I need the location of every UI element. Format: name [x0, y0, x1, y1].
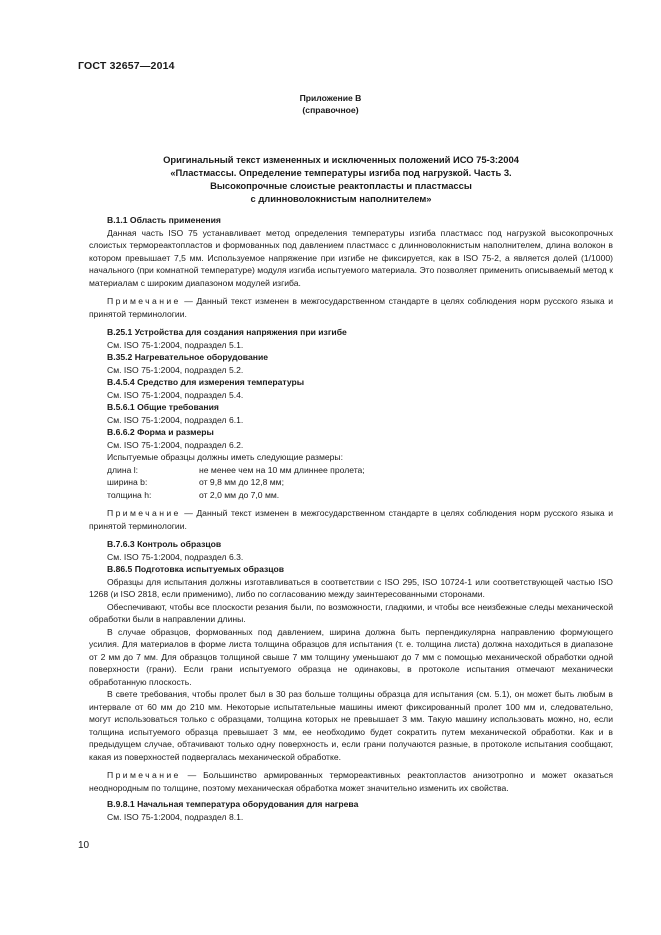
section-text-b865-p3: В случае образцов, формованных под давлением, ширина должна быть перпендикулярна направлению формующего усилия. Для материалов в форме листа толщина образцов для испытания (т. е. толщина листа) должна находиться в диапазоне от 2 мм до 7 мм. Для образцов толщиной свыше 7 мм толщину уменьшают до 7 мм с помощью механической обработки одной поверхности (грани). Если грани испытуемого образца не одинаковы, в протоколе испытания отмечают механически обработанную плоскость. — [89, 626, 613, 687]
dimension-label: толщина h: — [107, 489, 152, 500]
appendix-subtitle: (справочное) — [302, 105, 359, 115]
section-text-b865-p1: Образцы для испытания должны изготавливаться в соответствии с ISO 295, ISO 10724-1 или соответствующей частью ISO 1268 (и ISO 2818, если применимо), либо по согласованию между заинтересованными сторонами. — [89, 576, 613, 599]
dimension-row — [89, 476, 613, 489]
section-text-b865-p4: В свете требования, чтобы пролет был в 30 раз больше толщины образца для испытания (см. 5.1), он может быть любым в интервале от 60 мм до 210 мм. Некоторые испытательные машины имеют фиксированный пролет 100 мм и, следовательно, могут использоваться только с образцами, толщина которых не превышает 3 мм. Такую машину использовать можно, но, если толщина испытуемого образца превышает 3 мм, ее необходимо будет сократить путем механической обработки. Как и в предыдущем случае, обтачивают только одну поверхность и, если грани получаются разные, в протоколе испытания сообщают, какая из поверхностей подвергалась механической обработке. — [89, 689, 613, 762]
note-text: — Данный текст изменен в межгосударственном стандарте в целях соблюдения норм русского языка и принятой терминологии. — [89, 508, 613, 531]
doc-title — [110, 153, 572, 205]
section-text-b11: Данная часть ISO 75 устанавливает метод определения температуры изгиба пластмасс под нагрузкой высокопрочных слоистых термореактопластов и формованных под давлением пластмасс с длинноволокнистым наполнителем, длина волокон в котором превышает 7,5 мм. Используемое напряжение при изгибе не фиксируется, как в ISO 75-2, а является долей (1/1000) начального (при комнатной температуре) модуля изгиба испытуемого материала. Это позволяет применить описываемый метод к материалам с широким диапазоном модулей изгиба. — [89, 227, 613, 288]
doc-title-line: Высокопрочные слоистые реактопласты и пластмассы — [210, 180, 472, 191]
note-label: Примечание — [107, 508, 181, 518]
note-label: Примечание — [107, 770, 181, 780]
section-heading-b352: В.35.2 Нагревательное оборудование — [107, 352, 269, 362]
document-body — [89, 214, 613, 823]
dimension-label: длина l: — [107, 464, 139, 475]
section-heading-b251: В.25.1 Устройства для создания напряжения при изгибе — [107, 327, 347, 337]
section-heading-b11: В.1.1 Область применения — [107, 215, 221, 225]
doc-title-line: «Пластмассы. Определение температуры изгиба под нагрузкой. Часть 3. — [170, 167, 512, 178]
section-heading-b981: В.9.8.1 Начальная температура оборудования для нагрева — [107, 799, 359, 809]
section-heading-b662: В.6.6.2 Форма и размеры — [107, 427, 214, 437]
note-text: — Данный текст изменен в межгосударственном стандарте в целях соблюдения норм русского языка и принятой терминологии. — [89, 296, 613, 319]
section-heading-b865: В.86.5 Подготовка испытуемых образцов — [107, 564, 285, 574]
section-heading-b763: В.7.6.3 Контроль образцов — [107, 539, 222, 549]
section-ref-b981: См. ISO 75-1:2004, подраздел 8.1. — [107, 811, 244, 822]
section-ref-b454: См. ISO 75-1:2004, подраздел 5.4. — [107, 389, 244, 400]
doc-title-line: Оригинальный текст измененных и исключенных положений ИСО 75-3:2004 — [163, 154, 519, 165]
section-ref-b251: См. ISO 75-1:2004, подраздел 5.1. — [107, 339, 244, 350]
dimension-value: от 2,0 мм до 7,0 мм. — [199, 489, 280, 500]
doc-title-line: с длинноволокнистым наполнителем» — [250, 193, 432, 204]
document-header: ГОСТ 32657—2014 — [78, 60, 175, 72]
dimension-label: ширина b: — [107, 477, 148, 487]
dimension-row — [89, 464, 613, 477]
section-ref-b352: См. ISO 75-1:2004, подраздел 5.2. — [107, 364, 244, 375]
section-ref-b561: См. ISO 75-1:2004, подраздел 6.1. — [107, 414, 244, 425]
section-ref-b763: См. ISO 75-1:2004, подраздел 6.3. — [107, 551, 244, 562]
note-label: Примечание — [107, 296, 181, 306]
dimension-value: от 9,8 мм до 12,8 мм; — [199, 477, 284, 487]
section-ref-b662: См. ISO 75-1:2004, подраздел 6.2. — [107, 439, 244, 450]
section-heading-b454: В.4.5.4 Средство для измерения температуры — [107, 377, 305, 387]
page-number: 10 — [78, 840, 90, 851]
dimension-row — [89, 489, 613, 502]
section-text-b865-p2: Обеспечивают, чтобы все плоскости резания были, по возможности, гладкими, и чтобы все неизбежные следы механической обработки были в направлении длины. — [89, 601, 613, 624]
note-1 — [89, 295, 613, 320]
note-text: — Большинство армированных термореактивных реактопластов анизотропно и может оказаться неоднородным по толщине, поэтому механическая обработка может значительно изменить их свойства. — [89, 770, 613, 793]
dimension-value: не менее чем на 10 мм длиннее пролета; — [199, 464, 365, 475]
note-2 — [89, 507, 613, 532]
dimensions-intro: Испытуемые образцы должны иметь следующие размеры: — [107, 452, 343, 462]
note-3 — [89, 769, 613, 794]
section-heading-b561: В.5.6.1 Общие требования — [107, 402, 219, 412]
appendix-title: Приложение В — [299, 93, 362, 103]
